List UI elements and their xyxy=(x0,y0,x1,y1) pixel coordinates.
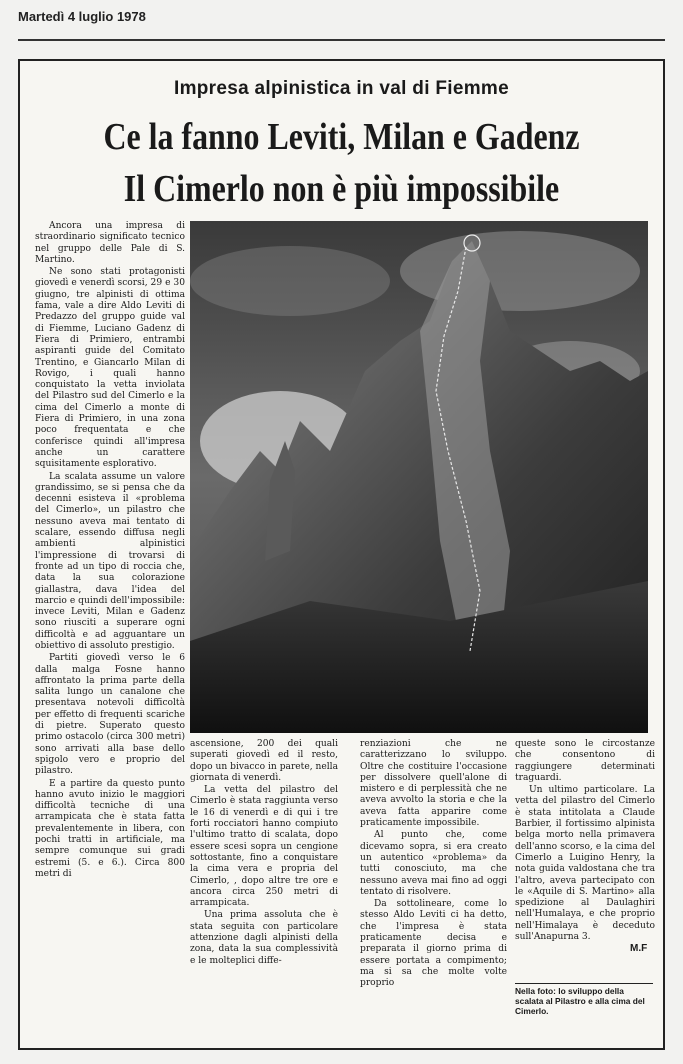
main-headline-line-1: Ce la fanno Leviti, Milan e Gadenz xyxy=(103,116,580,158)
page-date: Martedì 4 luglio 1978 xyxy=(18,9,146,24)
article-paragraph: E a partire da questo punto hanno avuto inizio le maggiori difficoltà tecniche di una arrampicata che è stata fatta prevalentemente in libera, con pochi tratti in artificiale, ma sempre comunque sui gradi estremi (5. e 6.). Circa 800 metri di xyxy=(35,778,185,879)
article-paragraph: Ancora una impresa di straordinario significato tecnico nel gruppo delle Pale di S. Martino. xyxy=(35,221,185,265)
article-paragraph: Un ultimo particolare. La vetta del pilastro del Cimerlo è stata intitolata a Claude Barbier, il fortissimo alpinista belga morto nella primavera dell'anno scorso, e la cima del Cimerlo a Luigino Henry, la nota guida valdostana che tra l'altro, aveva partecipato con le «Aquile di S. Martino» alla spedizione al Daulaghiri nell'Humalaya, e che proprio nell'Himalaya è deceduto sull'Anapurna 3. xyxy=(515,785,655,943)
article-paragraph: La scalata assume un valore grandissimo, se si pensa che da decenni esisteva il «problema del Cimerlo», un pilastro che nessuno aveva mai tentato di scalare, essendo diffusa negli ambienti alpinistici l'impressione di trovarsi di fronte ad un tipo di roccia che, data la sua colorazione giallastra, dava l'idea del marcio e quindi dell'impossibile: invece Leviti, Milan e Gadenz sono riusciti a superare ogni difficoltà e ad agguantare un obiettivo di assoluto prestigio. xyxy=(35,471,185,651)
main-headline-line-2: Il Cimerlo non è più impossibile xyxy=(123,168,560,210)
newspaper-clipping xyxy=(18,59,665,1050)
article-paragraph: Una prima assoluta che è stata seguita con particolare attenzione dagli alpinisti della zona, data la sua complessività e le molteplici diffe- xyxy=(190,910,338,966)
article-column-3 xyxy=(360,739,507,991)
article-paragraph: Al punto che, come dicevamo sopra, si era creato un autentico «problema» da tutti conosciuto, ma che nessuno aveva mai fino ad oggi tentato di risolvere. xyxy=(360,830,507,897)
header-rule xyxy=(18,39,665,41)
article-paragraph: ascensione, 200 dei quali superati giovedì ed il resto, dopo un bivacco in parete, nella giornata di venerdì. xyxy=(190,739,338,783)
article-column-2 xyxy=(190,739,338,968)
mountain-photo xyxy=(190,221,648,733)
article-paragraph: Da sottolineare, come lo stesso Aldo Leviti ci ha detto, che l'impresa è stata praticamente decisa e preparata il giorno prima di essere portata a compimento; ma si sa che molte volte proprio xyxy=(360,899,507,989)
article-column-1 xyxy=(35,221,185,1041)
article-paragraph: queste sono le circostanze che consentono di raggiungere determinati traguardi. xyxy=(515,739,655,783)
article-paragraph: Ne sono stati protagonisti giovedì e venerdì scorsi, 29 e 30 giugno, tre alpinisti di ottima fama, vale a dire Aldo Leviti di Predazzo del gruppo guide val di Fiemme, Luciano Gadenz di Fiera di Primiero, entrambi aspiranti guide del Comitato Trentino, e Giancarlo Milan di Rovigo, i quali hanno conquistato la vetta inviolata del Pilastro sud del Cimerlo e la cima del Cimerlo a monte di Fiera di Primiero, in una zona poco frequentata e che conferisce quindi all'impresa anche un carattere squisitamente esplorativo. xyxy=(35,267,185,470)
article-paragraph: renziazioni che ne caratterizzano lo sviluppo. Oltre che costituire l'occasione per dissolvere quell'alone di mistero e di perplessità che ne aveva avvolto la storia e che la aveva fatta apparire come praticamente impossibile. xyxy=(360,739,507,829)
kicker-headline: Impresa alpinistica in val di Fiemme xyxy=(174,78,509,99)
article-column-4 xyxy=(515,739,655,944)
article-paragraph: La vetta del pilastro del Cimerlo è stata raggiunta verso le 16 di venerdì e di qui i tre forti rocciatori hanno compiuto l'ultimo tratto di scalata, dopo essere scesi sopra un cengione sottostante, fino a conquistare la cima vera e propria del Cimerlo, , dopo altre tre ore e ancora circa 250 metri di arrampicata. xyxy=(190,785,338,909)
author-signature: M.F xyxy=(630,943,648,954)
article-paragraph: Partiti giovedì verso le 6 dalla malga Fosne hanno affrontato la prima parte della salita lungo un canalone che presentava notevoli difficoltà per effetto di frequenti scariche di pietre. Superato questo primo ostacolo (circa 300 metri) sono arrivati alla base dello spigolo vero e proprio del pilastro. xyxy=(35,653,185,777)
photo-caption: Nella foto: lo sviluppo della scalata al Pilastro e alla cima del Cimerlo. xyxy=(515,983,653,1016)
